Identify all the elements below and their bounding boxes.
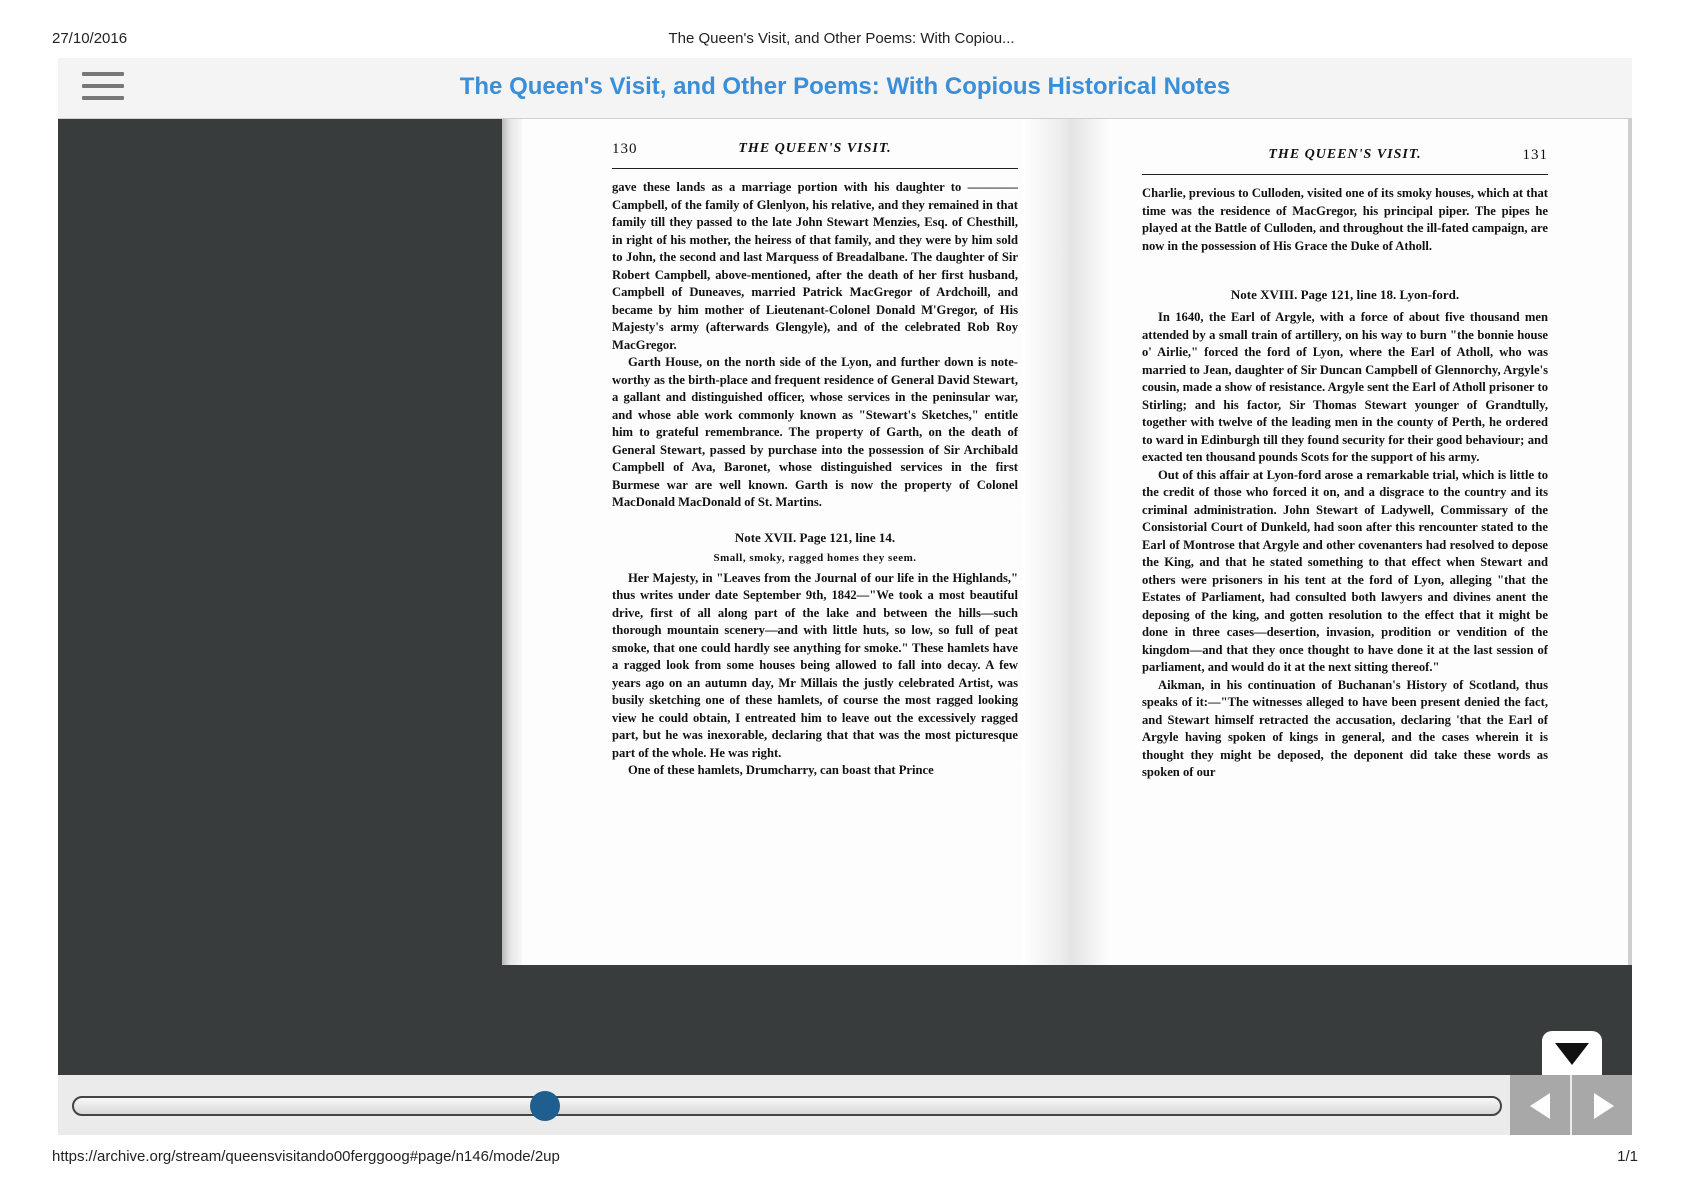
right-running-title: THE QUEEN'S VISIT. (1268, 147, 1422, 162)
page-spread (502, 119, 1632, 965)
note-paragraph: Aikman, in his continuation of Buchanan's History of Scotland, thus speaks of it:—"The witnesses alleged to have been present denied the fact, and Stewart himself retracted the accusation, declaring 'that the Earl of Argyle having spoken of kings in general, and the cases wherein it is thought they might be deposed, the deponent did take these words as spoken of our (1142, 677, 1548, 779)
note-paragraph: In 1640, the Earl of Argyle, with a force of about five thousand men attended by a small train of artillery, on his way to burn "the bonnie house o' Airlie," forced the ford of Lyon, where the Earl of Atholl, who was married to Jean, daughter of Sir Duncan Campbell of Glennorchy, Argyle's cousin, made a show of resistance. Argyle sent the Earl of Atholl prisoner to Stirling; and his factor, Sir Thomas Stewart younger of Grandtully, together with twelve of the leading men in the county of Perth, he ordered to ward in Edinburgh till they found security for their good behaviour; and exacted ten thousand pounds Scots for the support of his army. (1142, 310, 1548, 464)
print-url: https://archive.org/stream/queensvisitando00ferggoog#page/n146/mode/2up (52, 1148, 560, 1165)
note-heading: Note XVII. Page 121, line 14. (734, 529, 896, 545)
note-paragraph: Out of this affair at Lyon-ford arose a remarkable trial, which is little to the credit of those who forced it on, and a disgrace to the country and its criminal administration. John Stewart of Ladywell, Commissary of the Consistorial Court of Dunkeld, had soon after this rencounter stated to the Earl of Montrose that Argyle and other covenanters had resolved to depose the King, and that he stated something to that effect when Stewart and others were prisoners in his tent at the ford of Lyon, alleging "that the Estates of Parliament, had consulted both lawyers and divines anent the deposing of the king, and gotten resolution to the effect that it might be done in three cases—desertion, invasion, prodition or vendition of the kingdom—and that they once thought to have done it at the last session of parliament, and would do it at the next sitting thereof." (1142, 467, 1548, 674)
right-running-head (1142, 147, 1548, 171)
reader-header (58, 58, 1632, 119)
left-page[interactable] (612, 141, 1018, 780)
note-paragraph: Her Majesty, in "Leaves from the Journal of our life in the Highlands," thus writes under date September 9th, 1842—"We took a most beautiful drive, first of all along part of the lake and between the hills—such thorough mountain scenery—and with little huts, so low, so full of peat smoke, that one could hardly see anything for smoke." These hamlets have a ragged look from some houses being allowed to fall into decay. A few years ago on an autumn day, Mr Millais the justly celebrated Artist, was busily sketching one of these hamlets, of course the most ragged looking view he could obtain, I entreated him to leave out the excessively ragged part, but he was inexorable, declaring that that was the most picturesque part of the whole. He was right. (612, 570, 1018, 760)
print-page-count: 1/1 (1617, 1148, 1638, 1165)
next-page-button[interactable] (1572, 1075, 1632, 1135)
right-page[interactable] (1142, 147, 1548, 782)
print-date: 27/10/2016 (52, 30, 128, 47)
toggle-toolbar-button[interactable] (1542, 1031, 1602, 1075)
left-page-number: 130 (612, 141, 638, 157)
left-running-head (612, 141, 1018, 165)
left-arrow-icon (1530, 1093, 1550, 1119)
note-subheading: Small, smoky, ragged homes they seem. (713, 551, 917, 564)
book-viewer (58, 119, 1632, 1075)
book-reader (58, 58, 1632, 1135)
print-title: The Queen's Visit, and Other Poems: With Copiou... (668, 30, 1015, 47)
right-arrow-icon (1594, 1093, 1614, 1119)
page-scrubber[interactable] (72, 1096, 1502, 1116)
right-page-number: 131 (1522, 147, 1548, 163)
scrubber-handle[interactable] (530, 1091, 560, 1121)
book-title: The Queen's Visit, and Other Poems: With Copious Historical Notes (459, 73, 1231, 100)
right-paragraph: Charlie, previous to Culloden, visited one of its smoky houses, which at that time was the residence of MacGregor, his principal piper. The pipes he played at the Battle of Culloden, and throughout the ill-fated campaign, are now in the possession of His Grace the Duke of Atholl. (1142, 186, 1548, 253)
navigation-bar (58, 1075, 1632, 1135)
note-paragraph: One of these hamlets, Drumcharry, can boast that Prince (628, 763, 934, 777)
down-triangle-icon (1555, 1043, 1589, 1065)
left-paragraph: gave these lands as a marriage portion with his daughter to ———— Campbell, of the family of Glenlyon, his relative, and they remained in that family till they passed to the late John Stewart Menzies, Esq. of Chesthill, in right of his mother, the heiress of that family, and they were by him sold to John, the second and last Marquess of Breadalbane. The daughter of Sir Robert Campbell, above-mentioned, after the death of her first husband, Campbell of Duneaves, married Patrick MacGregor of Ardchoill, and became by him mother of Lieutenant-Colonel Donald M'Gregor, of His Majesty's army (afterwards Glengyle), and of the celebrated Rob Roy MacGregor. (612, 180, 1018, 352)
previous-page-button[interactable] (1510, 1075, 1570, 1135)
left-running-title: THE QUEEN'S VISIT. (738, 141, 892, 156)
note-heading: Note XVIII. Page 121, line 18. Lyon-ford. (1230, 287, 1460, 302)
left-paragraph: Garth House, on the north side of the Lyon, and further down is note-worthy as the birth-place and frequent residence of General David Stewart, a gallant and distinguished officer, whose services in the peninsular war, and whose able work commonly known as "Stewart's Sketches," entitle him to grateful remembrance. The property of Garth, on the death of General Stewart, passed by purchase into the possession of Sir Archibald Campbell of Ava, Baronet, whose distinguished services in the first Burmese war are well known. Garth is now the property of Colonel MacDonald MacDonald of St. Martins. (612, 355, 1018, 509)
